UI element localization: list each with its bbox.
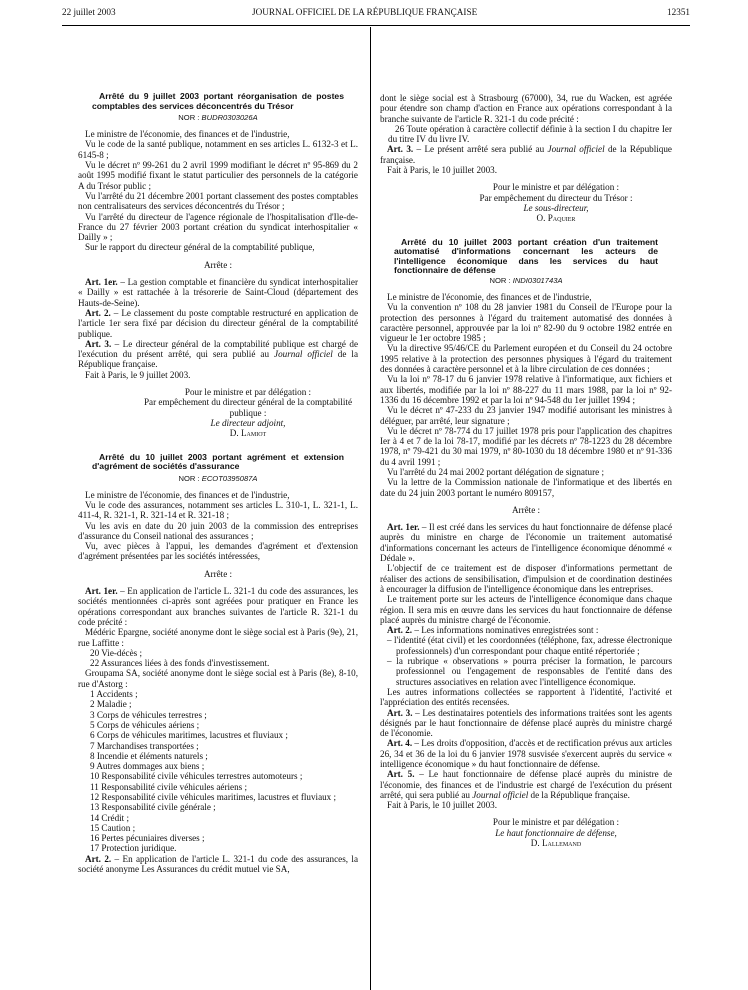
paragraph: Vu l'arrêté du 21 décembre 2001 portant classement des postes comptables non centralisateurs des services déconcentrés du Trésor ; — [78, 190, 358, 212]
article-3: Art. 3. – Le présent arrêté sera publié au Journal officiel de la République française. — [380, 144, 672, 165]
signature-line: Pour le ministre et par délégation : — [492, 817, 620, 828]
paragraph: Le traitement porte sur les acteurs de l'intelligence économique dans chaque région. Il sera mis en œuvre dans les services du haut fonctionnaire de défense placé auprès du ministre chargé de l'économie. — [380, 594, 672, 625]
list-item: – l'identité (état civil) et les coordonnées (téléphone, fax, adresse électronique professionnels) d'un correspondant pour chaque entité répertoriée ; — [387, 635, 672, 656]
paragraph: Vu, avec pièces à l'appui, les demandes d'agrément et d'extension d'agrément présentées par les sociétés intéressées, — [78, 541, 358, 562]
decree-insurance — [78, 453, 358, 875]
list-item: 20 Vie-décès ; — [90, 647, 142, 658]
done-at: Fait à Paris, le 9 juillet 2003. — [85, 369, 191, 380]
signatory: O. Paquier — [536, 213, 576, 224]
signatory: D. Lallemand — [530, 838, 582, 849]
article-1: Art. 1er. – La gestion comptable et financière du syndicat interhospitalier « Dailly » est rattachée à la trésorerie de Saint-Cloud (département des Hauts-de-Seine). — [78, 277, 358, 308]
nor-reference: NOR : BUDR0303026A — [178, 113, 258, 123]
paragraph: Le ministre de l'économie, des finances et de l'industrie, — [387, 291, 592, 302]
left-column — [78, 92, 358, 874]
article-5: Art. 5. – Le haut fonctionnaire de défense placé auprès du ministre de l'économie, des finances et de l'industrie est chargé de l'exécution du présent arrêté, qui sera publié au Journal officiel de la République française. — [380, 769, 672, 800]
paragraph: L'objectif de ce traitement est de disposer d'informations permettant de réaliser des actions de sensibilisation, d'impulsion et de coordination destinées à encourager la diffusion de l'intelligence économique dans les entreprises. — [380, 563, 672, 594]
article-2: Art. 2. – Les informations nominatives enregistrées sont : — [387, 625, 599, 636]
decree-treasury — [78, 92, 358, 439]
list-item: 10 Responsabilité civile véhicules terrestres automoteurs ; — [90, 771, 303, 782]
list-item: 11 Responsabilité civile véhicules aériens ; — [90, 781, 248, 792]
list-item: 13 Responsabilité civile générale ; — [90, 802, 216, 813]
signature-title: Le sous-directeur, — [523, 202, 589, 213]
company-mederic: Médéric Epargne, société anonyme dont le siège social est à Paris (9e), 21, rue Laffitte : — [78, 627, 358, 648]
paragraph: Vu le code des assurances, notamment ses articles L. 310-1, L. 321-1, L. 411-4, R. 321-1, R. 321-14 et R. 321-18 ; — [78, 499, 358, 521]
list-item: – la rubrique « observations » pourra préciser la formation, le parcours professionnel ou l'engagement de responsables de l'entité dans des structures associatives en relation avec l'intelligence économique. — [387, 656, 672, 687]
branch-list — [78, 648, 358, 669]
article-2: Art. 2. – En application de l'article L. 321-1 du code des assurances, la société anonyme Les Assurances du crédit mutuel vie SA, — [78, 853, 358, 875]
paragraph: Vu la directive 95/46/CE du Parlement européen et du Conseil du 24 octobre 1995 relative à la protection des personnes physiques à l'égard du traitement des données à caractère personnel et à la libre circulation de ces données ; — [380, 343, 672, 375]
decree-title: Arrêté du 9 juillet 2003 portant réorganisation de postes comptables des services déconcentrés du Trésor — [92, 91, 344, 111]
list-item: 7 Marchandises transportées ; — [90, 740, 199, 751]
list-item: 2 Maladie ; — [90, 699, 132, 710]
list-item: 5 Corps de véhicules aériens ; — [90, 719, 200, 730]
paragraph: Vu le décret nº 47-233 du 23 janvier 1947 modifié autorisant les ministres à déléguer, par arrêté, leur signature ; — [380, 405, 672, 426]
decree-economic-intelligence — [380, 238, 672, 849]
paragraph: Les autres informations collectées se rapportent à l'identité, l'activité et l'appréciation des entités recensées. — [380, 686, 672, 708]
article-3: Art. 3. – Le directeur général de la comptabilité publique est chargé de l'exécution du présent arrêté, qui sera publié au Journal officiel de la République française. — [78, 338, 358, 370]
list-item: 8 Incendie et éléments naturels ; — [90, 750, 208, 761]
signature-line: Par empêchement du directeur du Trésor : — [479, 192, 633, 203]
list-item: 16 Pertes pécuniaires diverses ; — [90, 833, 205, 844]
paragraph: Sur le rapport du directeur général de la comptabilité publique, — [85, 242, 315, 253]
signatory: D. Lamiot — [229, 428, 267, 439]
arrete-heading: Arrête : — [511, 504, 541, 515]
signature-line: Par empêchement du directeur général de la comptabilité publique : — [143, 397, 352, 418]
list-item: 14 Crédit ; — [90, 812, 130, 823]
signature-line: Pour le ministre et par délégation : — [184, 387, 312, 398]
paragraph: Vu le code de la santé publique, notamment en ses articles L. 6132-3 et L. 6145-8 ; — [78, 139, 358, 160]
paragraph: Vu la lettre de la Commission nationale de l'informatique et des libertés en date du 24 juin 2003 portant le numéro 809157, — [380, 477, 672, 498]
article-2: Art. 2. – Le classement du poste comptable restructuré en application de l'article 1er sera fixé par décision du directeur général de la comptabilité publique. — [78, 307, 358, 339]
signature-line: Pour le ministre et par délégation : — [492, 182, 620, 193]
list-item: 26 Toute opération à caractère collectif définie à la section I du chapitre Ier du titre IV du livre IV. — [388, 123, 672, 145]
list-item: 1 Accidents ; — [90, 689, 138, 700]
branch-list — [78, 689, 358, 854]
nor-reference: NOR : INDI0301743A — [489, 275, 563, 285]
done-at: Fait à Paris, le 10 juillet 2003. — [387, 165, 497, 176]
header-page-number: 12351 — [667, 7, 690, 17]
company-groupama: Groupama SA, société anonyme dont le siège social est à Paris (8e), 8-10, rue d'Astorg : — [78, 668, 358, 689]
list-item: 12 Responsabilité civile véhicules maritimes, lacustres et fluviaux ; — [90, 792, 337, 802]
paragraph: Vu le décret nº 99-261 du 2 avril 1999 modifiant le décret nº 95-869 du 2 août 1995 modifié fixant le statut particulier des personnels de la catégorie A du Trésor public ; — [78, 160, 358, 191]
signature-title: Le haut fonctionnaire de défense, — [495, 827, 617, 838]
list-item: 6 Corps de véhicules maritimes, lacustres et fluviaux ; — [90, 730, 288, 741]
article-4: Art. 4. – Les droits d'opposition, d'accès et de rectification prévus aux articles 26, 34 et 36 de la loi du 6 janvier 1978 susvisée s'exercent auprès du service « intelligence économique » du haut fonctionnaire de défense. — [380, 738, 672, 769]
paragraph: Vu la loi nº 78-17 du 6 janvier 1978 relative à l'informatique, aux fichiers et aux libertés, modifiée par la loi nº 88-227 du 11 mars 1988, par la loi nº 92-1336 du 16 décembre 1992 et par la loi nº 94-548 du 1er juillet 1994 ; — [380, 374, 672, 405]
article-1: Art. 1er. – En application de l'article L. 321-1 du code des assurances, les sociétés mentionnées ci-après sont agréées pour pratiquer en France les opérations correspondant aux branches suivantes de l'article R. 321-1 du code précité : — [78, 586, 358, 627]
info-list — [380, 635, 672, 686]
page-header — [62, 7, 690, 21]
list-item: 17 Protection juridique. — [90, 843, 177, 854]
header-journal-title: JOURNAL OFFICIEL DE LA RÉPUBLIQUE FRANÇAISE — [252, 7, 478, 17]
paragraph: Le ministre de l'économie, des finances et de l'industrie, — [85, 129, 290, 140]
done-at: Fait à Paris, le 10 juillet 2003. — [387, 800, 497, 811]
header-rule — [62, 25, 690, 26]
signature-title: Le directeur adjoint, — [210, 417, 286, 428]
paragraph: dont le siège social est à Strasbourg (67000), 34, rue du Wacken, est agréée pour étendre son champ d'action en France aux opérations correspondant à la branche suivante de l'article R. 321-1 du code précité : — [380, 93, 672, 124]
arrete-heading: Arrête : — [203, 568, 233, 579]
decree-title: Arrêté du 10 juillet 2003 portant agrément et extension d'agrément de sociétés d'assurance — [92, 451, 344, 472]
list-item: 3 Corps de véhicules terrestres ; — [90, 709, 207, 720]
list-item: 22 Assurances liées à des fonds d'investissement. — [90, 658, 270, 669]
header-date: 22 juillet 2003 — [62, 7, 116, 17]
column-divider — [370, 27, 371, 990]
paragraph: Vu l'arrêté du 24 mai 2002 portant délégation de signature ; — [387, 466, 604, 477]
article-1: Art. 1er. – Il est créé dans les services du haut fonctionnaire de défense placé auprès du ministre en charge de l'économie un traitement automatisé d'informations concernant les acteurs de l'intelligence économique dénommé « Dédale ». — [380, 522, 672, 564]
paragraph: Vu les avis en date du 20 juin 2003 de la commission des entreprises d'assurance du Conseil national des assurances ; — [78, 520, 358, 541]
paragraph: Vu l'arrêté du directeur de l'agence régionale de l'hospitalisation d'Ile-de-France du 27 février 2003 portant création du syndicat interhospitalier « Dailly » ; — [78, 211, 358, 243]
article-3: Art. 3. – Les destinataires potentiels des informations traitées sont les agents désignés par le haut fonctionnaire de défense placé auprès du ministre chargé de l'économie. — [380, 707, 672, 739]
nor-reference: NOR : ECOT0395087A — [178, 473, 258, 483]
paragraph: Le ministre de l'économie, des finances et de l'industrie, — [85, 489, 290, 500]
paragraph: Vu le décret nº 78-774 du 17 juillet 1978 pris pour l'application des chapitres Ier à 4 et 7 de la loi 78-17, modifié par les décrets nº 78-1223 du 28 décembre 1978, nº 79-421 du 30 mai 1979, nº 80-1030 du 18 décembre 1980 et nº 91-336 du 4 avril 1991 ; — [380, 425, 672, 467]
arrete-heading: Arrête : — [203, 259, 233, 270]
decree-title: Arrêté du 10 juillet 2003 portant création d'un traitement automatisé d'informations concernant les acteurs de l'intelligence économique dans les services du haut fonctionnaire de défense — [394, 236, 658, 276]
list-item: 9 Autres dommages aux biens ; — [90, 761, 205, 772]
insurance-continuation — [380, 93, 672, 848]
list-item: 15 Caution ; — [90, 822, 136, 833]
paragraph: Vu la convention nº 108 du 28 janvier 1981 du Conseil de l'Europe pour la protection des personnes à l'égard du traitement automatisé des données à caractère personnel, approuvée par la loi nº 82-90 du 9 octobre 1982 entrée en vigueur le 1er octobre 1985 ; — [380, 302, 672, 344]
